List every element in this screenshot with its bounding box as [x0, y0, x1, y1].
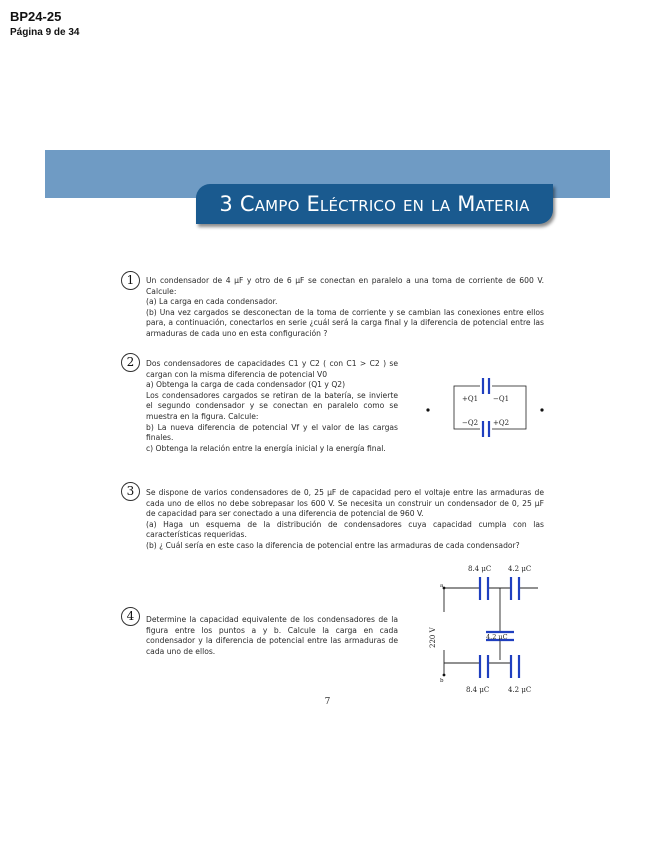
- problem-4-statement: Determine la capacidad equivalente de los condensadores de la figura entre los puntos a y b. Calcule la carga en cada condensador y la diferencia de potencial entre las armaduras de cada uno de ellos.: [146, 615, 398, 656]
- label-middle-cap: 4.2 μC: [486, 633, 508, 641]
- problem-2-context: Los condensadores cargados se retiran de la batería, se invierte el segundo condensador y se conectan en paralelo como se muestra en la figura. Calcule:: [146, 390, 398, 421]
- problem-2-part-c: c) Obtenga la relación entre la energía inicial y la energía final.: [146, 443, 386, 453]
- problem-1-part-b: (b) Una vez cargados se desconectan de la toma de corriente y se cambian las conexiones entre ellos para, a continuación, conectarlos en serie ¿cuál será la carga final y la diferencia de potencial entre las armaduras de cada uno en esta configuración ?: [146, 307, 544, 338]
- circuit-figure-4: [420, 560, 550, 700]
- label-point-a: a: [440, 583, 444, 589]
- label-minus-q1: −Q1: [493, 395, 510, 403]
- label-plus-q1: +Q1: [462, 395, 479, 403]
- label-plus-q2: +Q2: [493, 419, 510, 427]
- label-point-b: b: [440, 678, 444, 684]
- problem-1-part-a: (a) La carga en cada condensador.: [146, 297, 278, 307]
- label-minus-q2: −Q2: [462, 419, 479, 427]
- label-bottom-left-cap: 8.4 μC: [466, 686, 490, 694]
- problem-2-part-b: b) La nueva diferencia de potencial Vf y el valor de las cargas finales.: [146, 422, 398, 443]
- terminal-left: [426, 408, 429, 411]
- problem-number-4: 4: [121, 607, 140, 626]
- problem-number-1: 1: [121, 271, 140, 290]
- problem-2-statement: Dos condensadores de capacidades C1 y C2 ( con C1 > C2 ) se cargan con la misma diferencia de potencial V0: [146, 359, 398, 379]
- problem-2-text: [146, 359, 398, 454]
- problem-number-2: 2: [121, 353, 140, 372]
- terminal-right: [540, 408, 543, 411]
- document-code: BP24-25: [10, 9, 62, 24]
- problem-3-part-b: (b) ¿ Cuál sería en este caso la diferencia de potencial entre las armaduras de cada condensador?: [146, 540, 520, 550]
- chapter-title: 3 Campo Eléctrico en la Materia: [219, 192, 530, 216]
- label-voltage: 220 V: [429, 627, 437, 648]
- problem-1-statement: Un condensador de 4 μF y otro de 6 μF se conectan en paralelo a una toma de corriente de 600 V. Calcule:: [146, 276, 544, 296]
- problem-4-text: [146, 615, 398, 657]
- chapter-banner: [196, 184, 553, 224]
- problem-3-part-a: (a) Haga un esquema de la distribución de condensadores cuya capacidad cumpla con las características requeridas.: [146, 519, 544, 540]
- label-bottom-right-cap: 4.2 μC: [508, 686, 532, 694]
- problem-number-3: 3: [121, 482, 140, 501]
- page-number: 7: [324, 697, 331, 707]
- problem-3-text: [146, 488, 544, 552]
- label-top-left-cap: 8.4 μC: [468, 565, 492, 573]
- page-counter: Página 9 de 34: [10, 27, 80, 38]
- problem-1-text: [146, 276, 544, 340]
- node-b: [443, 674, 446, 677]
- problem-3-statement: Se dispone de varios condensadores de 0, 25 μF de capacidad pero el voltaje entre las armaduras de cada uno de ellos no debe sobrepasar los 600 V. Se necesita un construir un condensador de 0, 25 μF de capacidad para ser conectado a una diferencia de potencial de 960 V.: [146, 488, 544, 519]
- circuit-figure-2: [420, 370, 560, 450]
- problem-2-part-a: a) Obtenga la carga de cada condensador (Q1 y Q2): [146, 380, 346, 390]
- label-top-right-cap: 4.2 μC: [508, 565, 532, 573]
